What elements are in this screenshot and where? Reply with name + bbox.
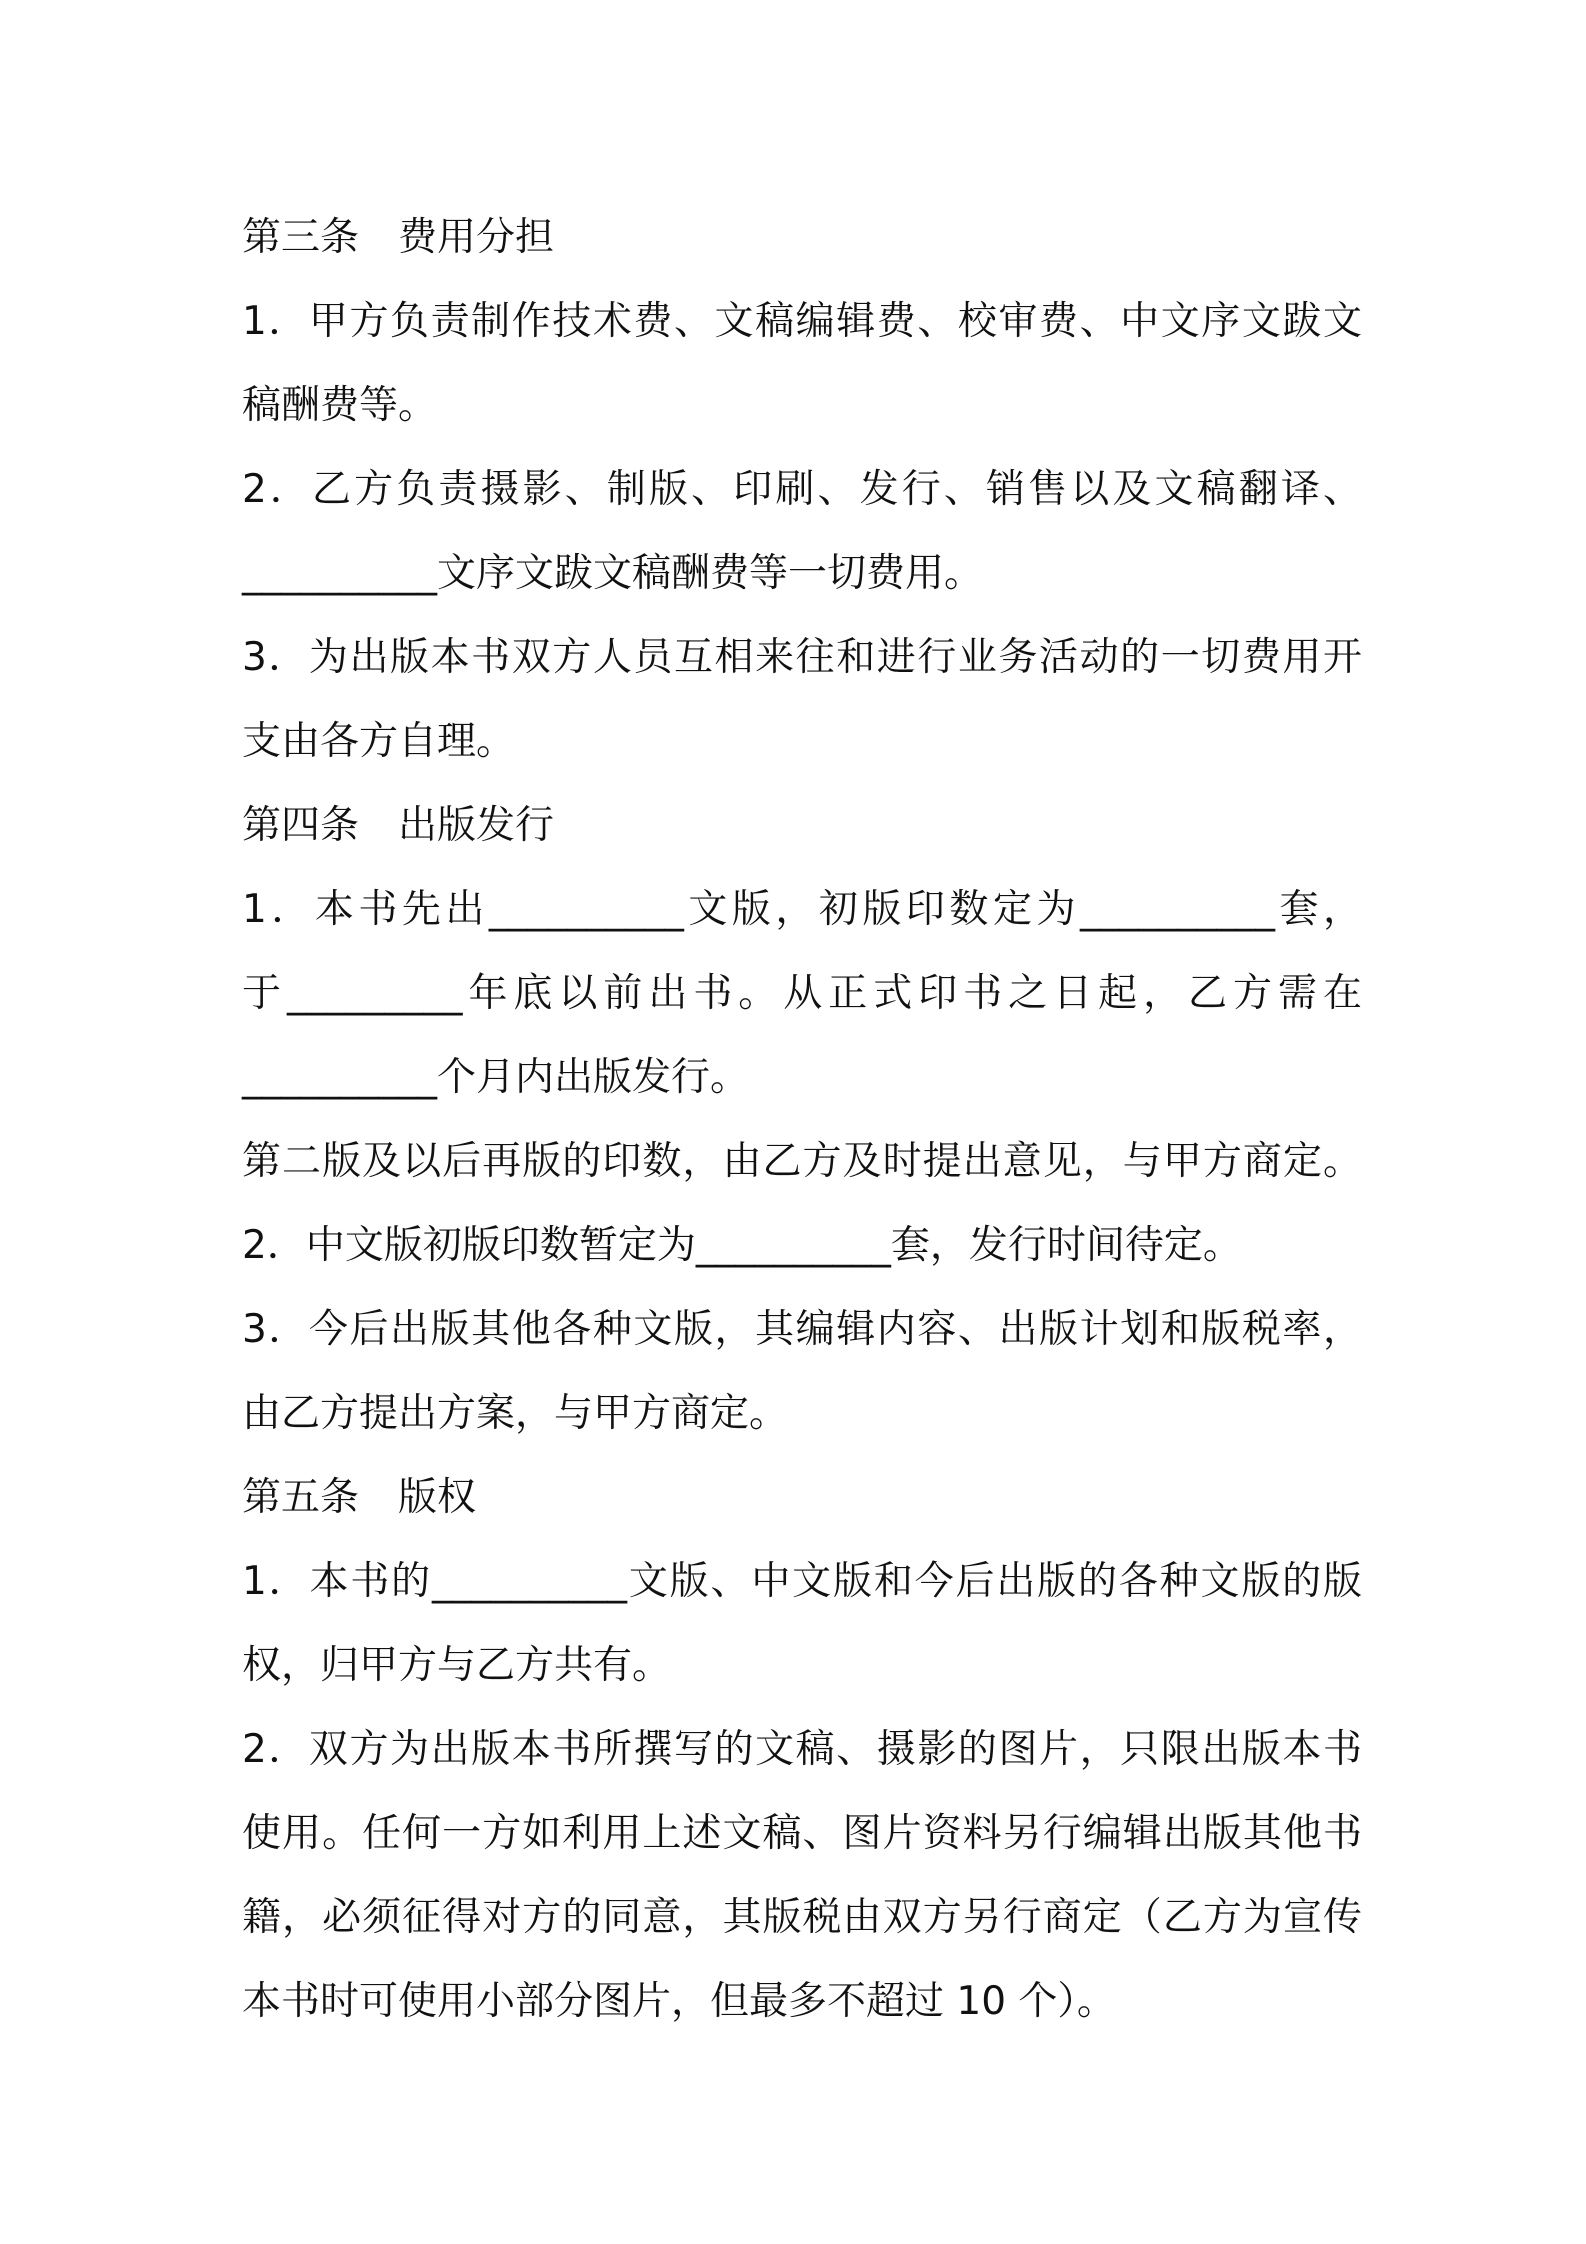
text-line: 3．为出版本书双方人员互相来往和进行业务活动的一切费用开: [242, 635, 1362, 680]
text-line: 第三条 费用分担: [242, 215, 555, 260]
text-line: 3．今后出版其他各种文版，其编辑内容、出版计划和版税率，: [242, 1307, 1362, 1352]
text-line: __________个月内出版发行。: [242, 1055, 750, 1100]
text-line: 第二版及以后再版的印数，由乙方及时提出意见，与甲方商定。: [242, 1139, 1362, 1184]
text-line: 由乙方提出方案，与甲方商定。: [242, 1391, 789, 1436]
text-line: 1．本书先出__________文版，初版印数定为__________套，: [242, 887, 1362, 932]
text-line: 2．中文版初版印数暂定为__________套，发行时间待定。: [242, 1223, 1242, 1268]
text-line: 籍，必须征得对方的同意，其版税由双方另行商定（乙方为宣传: [242, 1895, 1362, 1940]
text-line: __________文序文跋文稿酬费等一切费用。: [242, 551, 984, 596]
text-line: 第四条 出版发行: [242, 803, 555, 848]
text-line: 使用。任何一方如利用上述文稿、图片资料另行编辑出版其他书: [242, 1811, 1362, 1856]
text-line: 本书时可使用小部分图片，但最多不超过 10 个）。: [242, 1979, 1116, 2024]
text-line: 权，归甲方与乙方共有。: [242, 1643, 672, 1688]
contract-text: [242, 196, 1362, 2044]
text-line: 1．本书的__________文版、中文版和今后出版的各种文版的版: [242, 1559, 1362, 1604]
text-line: 支由各方自理。: [242, 719, 516, 764]
text-line: 2．双方为出版本书所撰写的文稿、摄影的图片，只限出版本书: [242, 1727, 1362, 1772]
text-line: 2．乙方负责摄影、制版、印刷、发行、销售以及文稿翻译、: [242, 467, 1362, 512]
text-line: 于_________年底以前出书。从正式印书之日起，乙方需在: [242, 971, 1362, 1016]
text-line: 1．甲方负责制作技术费、文稿编辑费、校审费、中文序文跋文: [242, 299, 1362, 344]
text-line: 稿酬费等。: [242, 383, 438, 428]
text-line: 第五条 版权: [242, 1475, 477, 1520]
